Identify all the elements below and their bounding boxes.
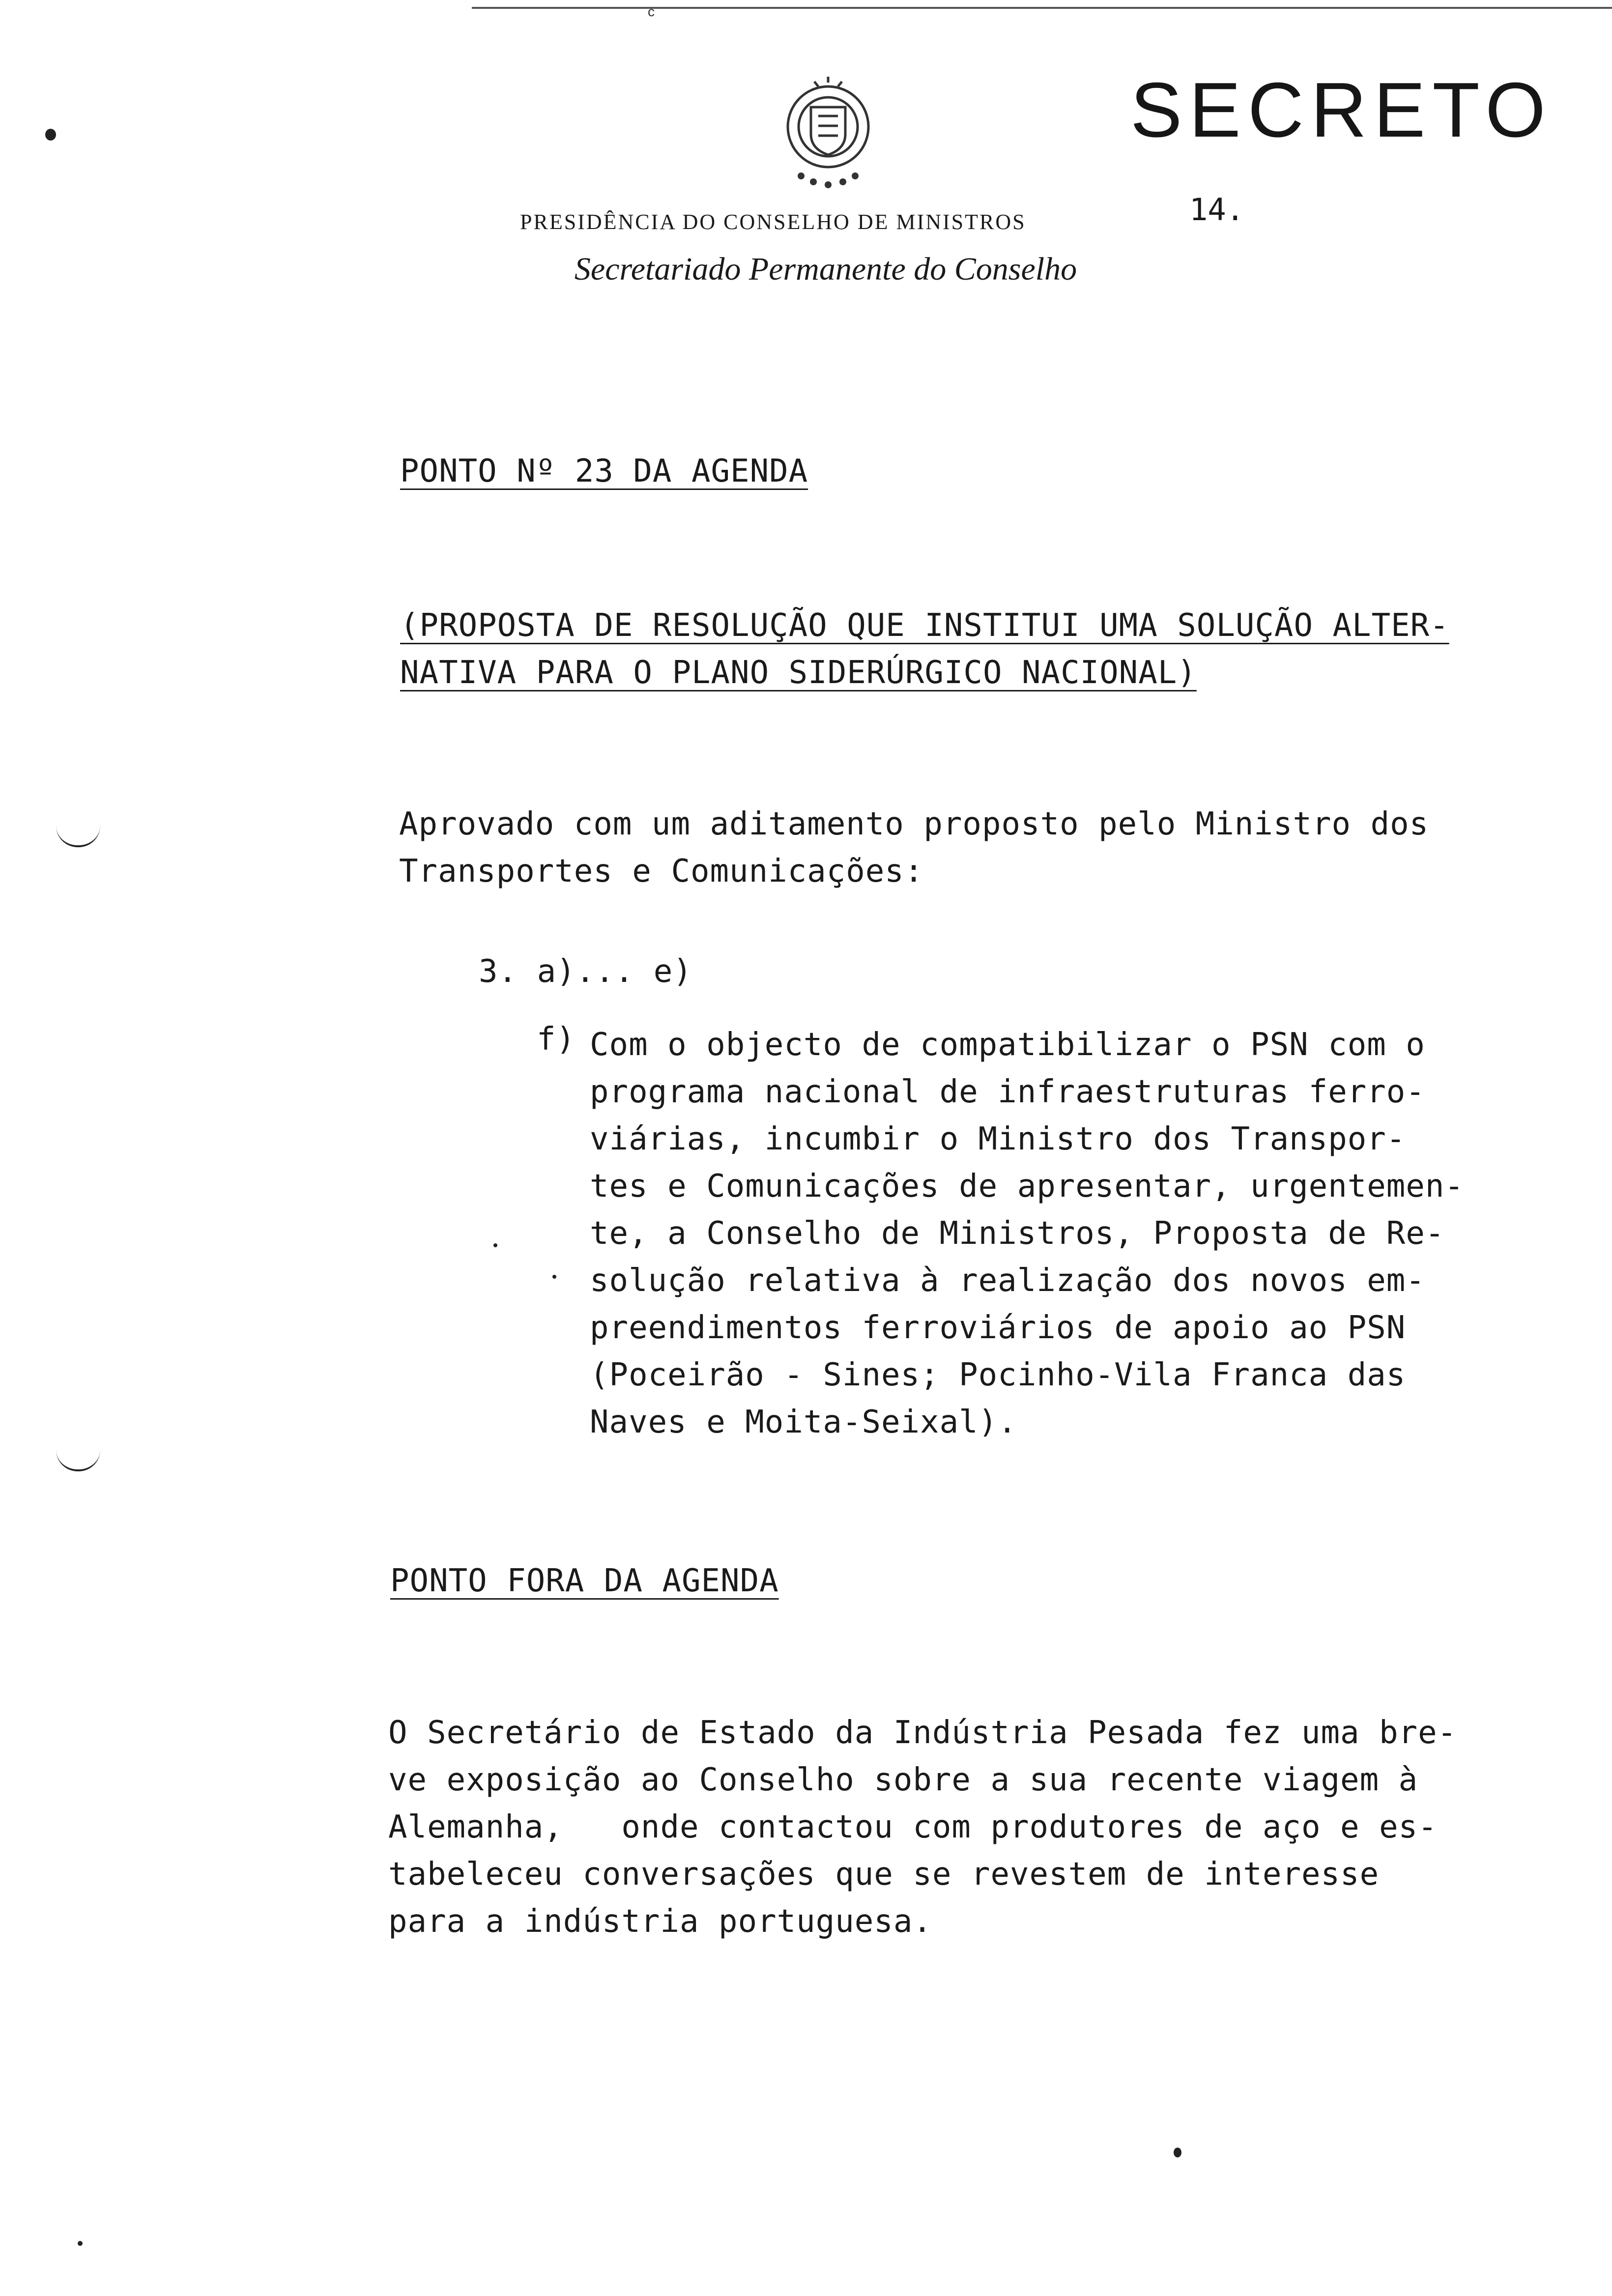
list-item-f-line: Com o objecto de compatibilizar o PSN com o [590,1027,1425,1063]
proposal-title-line-2: NATIVA PARA O PLANO SIDERÚRGICO NACIONAL) [400,655,1197,691]
approval-line-2: Transportes e Comunicações: [399,853,924,890]
list-item-f-line: viárias, incumbir o Ministro dos Transpor- [590,1121,1406,1157]
list-item-f-line: te, a Conselho de Ministros, Proposta de Re- [590,1215,1445,1252]
ink-speck [552,1275,556,1279]
ink-speck [493,1243,497,1247]
off-agenda-line: para a indústria portuguesa. [388,1903,932,1940]
binder-bracket-mark [56,1450,100,1471]
list-item-f-line: preendimentos ferroviários de apoio ao PSN [590,1310,1406,1346]
secret-stamp: SECRETO [1130,67,1553,153]
list-item-f-line: Naves e Moita-Seixal). [590,1404,1017,1440]
binder-hole-mark [45,129,56,141]
ink-speck [78,2241,83,2246]
list-item-f-line: (Poceirão - Sines; Pocinho-Vila Franca das [590,1357,1406,1393]
binder-bracket-mark [56,826,100,847]
proposal-title-line-1: (PROPOSTA DE RESOLUÇÃO QUE INSTITUI UMA SOLUÇÃO ALTER- [400,607,1449,644]
off-agenda-line: O Secretário de Estado da Indústria Pesada fez uma bre- [388,1715,1457,1751]
top-mark: c [648,4,655,19]
top-rule [472,7,1612,9]
list-item-f [590,1021,1464,1446]
ink-speck [1174,2148,1181,2157]
coat-of-arms-icon [772,73,885,196]
off-agenda-line: tabeleceu conversações que se revestem de interesse [388,1856,1380,1893]
agenda-item-heading: PONTO Nº 23 DA AGENDA [400,453,808,489]
page-number: 14. [1189,192,1244,228]
list-item-f-line: solução relativa à realização dos novos em- [590,1263,1425,1299]
list-intro: 3. a)... e) [479,953,692,990]
list-item-f-line: programa nacional de infraestruturas ferro- [590,1074,1425,1110]
list-item-f-line: tes e Comunicações de apresentar, urgentemen- [590,1168,1464,1205]
list-item-f-label: f) [537,1021,576,1058]
off-agenda-heading: PONTO FORA DA AGENDA [390,1563,779,1599]
office-name: Secretariado Permanente do Conselho [574,251,1077,287]
off-agenda-body [388,1709,1457,1945]
off-agenda-line: ve exposição ao Conselho sobre a sua recente viagem à [388,1762,1418,1798]
institution-name: PRESIDÊNCIA DO CONSELHO DE MINISTROS [520,210,1026,234]
approval-line-1: Aprovado com um aditamento proposto pelo Ministro dos [399,806,1429,842]
off-agenda-line: Alemanha, onde contactou com produtores de aço e es- [388,1809,1438,1845]
